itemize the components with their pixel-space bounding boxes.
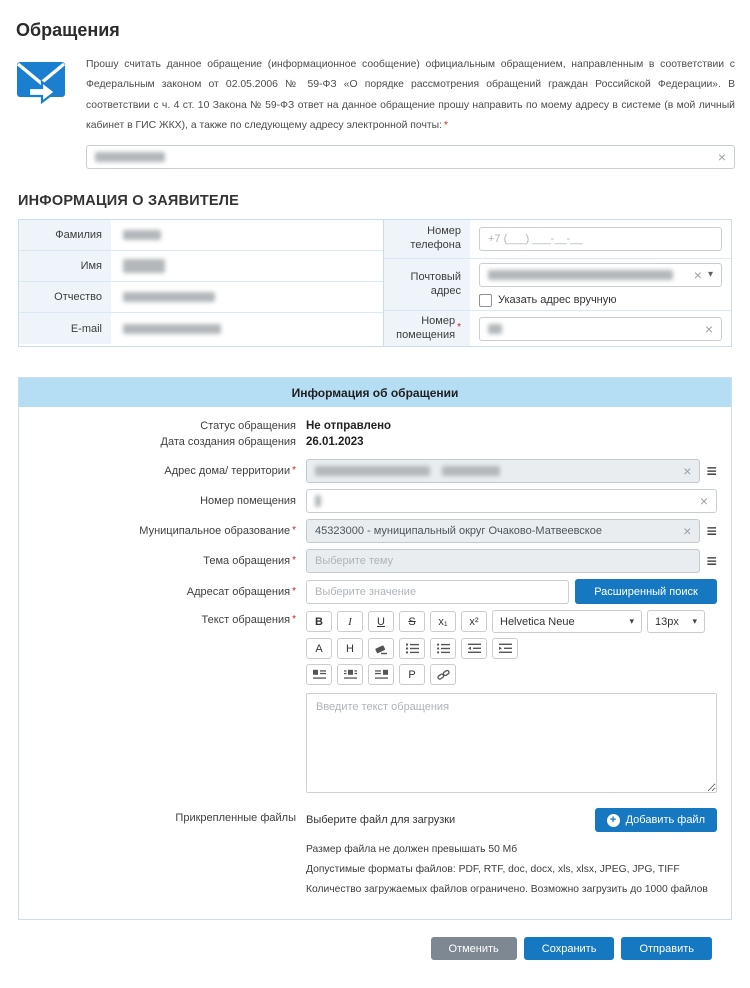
phone-label: Номер телефона	[384, 220, 470, 259]
required-mark: *	[292, 585, 296, 597]
theme-picker-icon[interactable]: ≡	[706, 551, 717, 572]
unordered-list-icon	[437, 643, 450, 654]
paragraph-button[interactable]: P	[399, 664, 425, 685]
redacted-email-value	[95, 152, 165, 162]
italic-button[interactable]: I	[337, 611, 363, 632]
underline-button[interactable]: U	[368, 611, 394, 632]
redacted-email	[123, 324, 221, 334]
ordered-list-icon	[406, 643, 419, 654]
intro-text: Прошу считать данное обращение (информационное сообщение) официальным обращением, направленным в соответствии с Федеральным законом от 02.05.2006 № 59-ФЗ «О порядке рассмотрения обращений граждан Российской Федерации». В соответствии с ч. 4 ст. 10 Закона № 59-ФЗ ответ на данное обращение прошу направить по моему адресу в системе (в мой личный кабинет в ГИС ЖКХ), а также по следующему адресу электронной почты: *	[86, 59, 735, 131]
clear-icon[interactable]: ×	[683, 463, 692, 480]
link-icon	[437, 669, 450, 681]
municipality-picker-icon[interactable]: ≡	[706, 521, 717, 542]
subscript-button[interactable]: x₁	[430, 611, 456, 632]
email-value	[111, 313, 383, 344]
align-center-icon	[344, 669, 357, 680]
applicant-table-right	[384, 220, 731, 346]
address-row	[19, 459, 717, 483]
indent-icon	[499, 643, 512, 654]
email-input[interactable]	[86, 145, 735, 169]
font-family-select[interactable]: Helvetica Neue ▾	[492, 610, 642, 633]
address-label: Адрес дома/ территории *	[164, 465, 296, 478]
attached-files-label: Прикрепленные файлы	[175, 812, 296, 825]
attached-files-row	[19, 808, 717, 895]
applicant-room-label: Номер помещения *	[384, 311, 470, 346]
file-size-hint: Размер файла не должен превышать 50 Мб	[306, 844, 518, 856]
appeal-text-label: Текст обращения *	[201, 614, 296, 627]
clear-icon[interactable]: ×	[717, 149, 726, 166]
date-row	[19, 436, 731, 448]
surname-label: Фамилия	[19, 220, 111, 251]
strikethrough-button[interactable]: S	[399, 611, 425, 632]
phone-cell	[470, 220, 731, 259]
patronymic-value	[111, 282, 383, 313]
editor-toolbar-row-1	[306, 610, 717, 659]
creation-date-label: Дата создания обращения	[160, 436, 296, 449]
send-button[interactable]: Отправить	[621, 937, 712, 960]
clear-icon[interactable]: ×	[699, 493, 708, 510]
highlight-button[interactable]: H	[337, 638, 363, 659]
choose-file-text: Выберите файл для загрузки	[306, 814, 456, 827]
municipality-row	[19, 519, 717, 543]
applicant-room-input[interactable]	[479, 317, 722, 341]
status-value: Не отправлено	[306, 420, 392, 433]
redacted-postal-address	[488, 270, 673, 280]
ordered-list-button[interactable]	[399, 638, 425, 659]
email-label: E-mail	[19, 313, 111, 344]
address-picker-icon[interactable]: ≡	[706, 461, 717, 482]
editor-toolbar-row-2	[306, 664, 717, 685]
file-formats-hint: Допустимые форматы файлов: PDF, RTF, doc, docx, xls, xlsx, JPEG, JPG, TIFF	[306, 864, 680, 876]
addressee-label: Адресат обращения *	[186, 585, 296, 598]
clear-icon[interactable]: ×	[683, 523, 692, 540]
applicant-table	[18, 219, 732, 347]
required-mark: *	[292, 614, 296, 626]
save-button[interactable]: Сохранить	[524, 937, 615, 960]
applicant-table-left	[19, 220, 384, 346]
align-right-icon	[375, 669, 388, 680]
municipality-label: Муниципальное образование *	[139, 525, 296, 538]
patronymic-label: Отчество	[19, 282, 111, 313]
eraser-icon	[375, 643, 388, 655]
page-title: Обращения	[16, 20, 120, 40]
align-left-button[interactable]	[306, 664, 332, 685]
name-label: Имя	[19, 251, 111, 282]
addressee-input[interactable]	[306, 580, 569, 604]
room-row	[19, 489, 717, 513]
postal-label: Почтовый адрес	[384, 259, 470, 311]
theme-input[interactable]	[306, 549, 700, 573]
font-size-select[interactable]: 13px ▾	[647, 610, 705, 633]
file-count-hint: Количество загружаемых файлов ограничено. Возможно загрузить до 1000 файлов	[306, 884, 708, 896]
mail-arrow-icon	[16, 58, 66, 108]
chevron-down-icon[interactable]: ▾	[707, 269, 713, 281]
advanced-search-button[interactable]: Расширенный поиск	[575, 579, 717, 604]
superscript-button[interactable]: x²	[461, 611, 487, 632]
redacted-name	[123, 259, 165, 273]
house-address-input[interactable]	[306, 459, 700, 483]
municipality-input[interactable]	[306, 519, 700, 543]
intro-block	[16, 55, 735, 169]
redacted-surname	[123, 230, 161, 240]
outdent-button[interactable]	[461, 638, 487, 659]
municipality-value: 45323000 - муниципальный округ Очаково-Матвеевское	[315, 525, 602, 538]
creation-date-value: 26.01.2023	[306, 436, 364, 449]
align-left-icon	[313, 669, 326, 680]
manual-address-label: Указать адрес вручную	[498, 294, 617, 307]
appeal-text-row	[19, 610, 717, 798]
add-file-button[interactable]: + Добавить файл	[595, 808, 717, 832]
redacted-address-1	[315, 466, 430, 476]
appeal-info-card	[18, 377, 732, 920]
appeal-text-area[interactable]	[306, 693, 717, 793]
redacted-room	[488, 324, 502, 334]
plus-circle-icon: +	[607, 814, 620, 827]
redacted-patronymic	[123, 292, 215, 302]
clear-format-button[interactable]	[368, 638, 394, 659]
cancel-button[interactable]: Отменить	[431, 937, 517, 960]
applicant-heading: ИНФОРМАЦИЯ О ЗАЯВИТЕЛЕ	[18, 193, 239, 210]
applicant-room-cell	[470, 311, 731, 346]
indent-button[interactable]	[492, 638, 518, 659]
manual-address-checkbox[interactable]	[479, 294, 492, 307]
font-color-button[interactable]: A	[306, 638, 332, 659]
align-center-button[interactable]	[337, 664, 363, 685]
unordered-list-button[interactable]	[430, 638, 456, 659]
postal-cell	[470, 259, 731, 311]
footer-actions	[15, 937, 712, 960]
required-mark: *	[292, 525, 296, 537]
required-mark: *	[292, 555, 296, 567]
status-label: Статус обращения	[200, 420, 296, 433]
name-value	[111, 251, 383, 282]
bold-button[interactable]: B	[306, 611, 332, 632]
outdent-icon	[468, 643, 481, 654]
room-label: Номер помещения	[200, 495, 296, 508]
postal-address-select[interactable]	[479, 263, 722, 287]
theme-label: Тема обращения *	[203, 555, 296, 568]
required-mark: *	[457, 322, 461, 334]
required-mark: *	[292, 465, 296, 477]
phone-input[interactable]	[479, 227, 722, 251]
link-button[interactable]	[430, 664, 456, 685]
theme-row	[19, 549, 717, 573]
surname-value	[111, 220, 383, 251]
chevron-down-icon: ▾	[629, 616, 634, 627]
chevron-down-icon: ▾	[692, 616, 697, 627]
redacted-room-value	[315, 495, 321, 507]
redacted-address-2	[442, 466, 500, 476]
addressee-row	[19, 579, 717, 604]
status-row	[19, 420, 731, 432]
required-mark: *	[444, 119, 448, 131]
align-right-button[interactable]	[368, 664, 394, 685]
room-input[interactable]	[306, 489, 717, 513]
clear-icon[interactable]: ×	[693, 266, 702, 283]
clear-icon[interactable]: ×	[704, 320, 713, 337]
rich-text-editor	[306, 610, 717, 798]
appeal-card-header: Информация об обращении	[19, 378, 731, 407]
